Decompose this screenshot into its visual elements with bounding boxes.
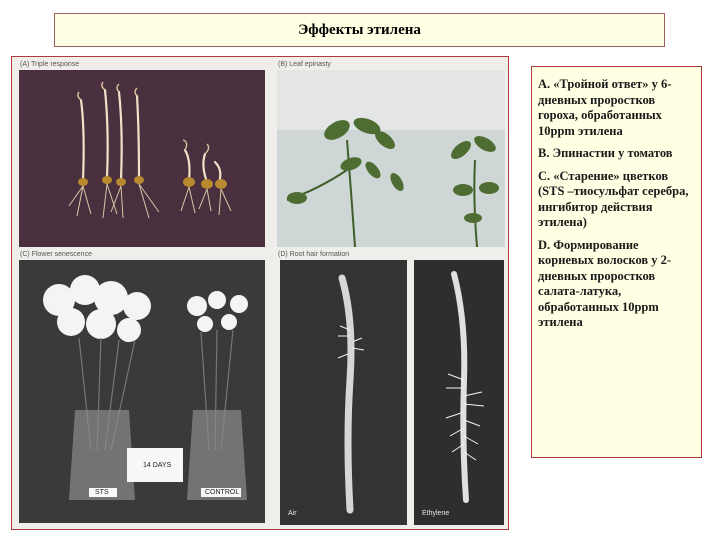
root-ethylene-photo: [414, 260, 504, 525]
figure-panel: [11, 56, 509, 530]
root-air-photo: [280, 260, 407, 525]
vase-left-label: STS: [95, 489, 109, 496]
panel-d-label: (D) Root hair formation: [278, 251, 350, 258]
page-title: Эффекты этилена: [298, 21, 421, 38]
caption-d: D. Формирование корневых волосков у 2-дневных проростков салата-латука, обработанных 10ppm этилена: [538, 237, 672, 329]
panel-c-label: (C) Flower senescence: [20, 251, 92, 258]
leaf-epinasty-photo: [277, 70, 505, 247]
caption-a: A. «Тройной ответ» у 6-дневных проростков гороха, обработанных 10ppm этилена: [538, 77, 672, 138]
vase-right-label: CONTROL: [205, 489, 240, 496]
title-box: [54, 13, 665, 47]
caption-c: С. «Старение» цветков (STS –тиосульфат серебра, ингибитор действия этилена): [538, 168, 689, 229]
root-air-label: Air: [288, 510, 297, 517]
days-card-label: 14 DAYS: [143, 462, 172, 469]
root-ethylene-label: Ethylene: [422, 510, 450, 517]
panel-b-label: (B) Leaf epinasty: [278, 61, 331, 68]
caption-b: В. Эпинастии у томатов: [538, 146, 673, 160]
triple-response-photo: [19, 70, 265, 247]
caption-box: [531, 66, 702, 458]
panel-a-label: (A) Triple response: [20, 61, 80, 68]
flower-senescence-photo: [19, 260, 265, 523]
